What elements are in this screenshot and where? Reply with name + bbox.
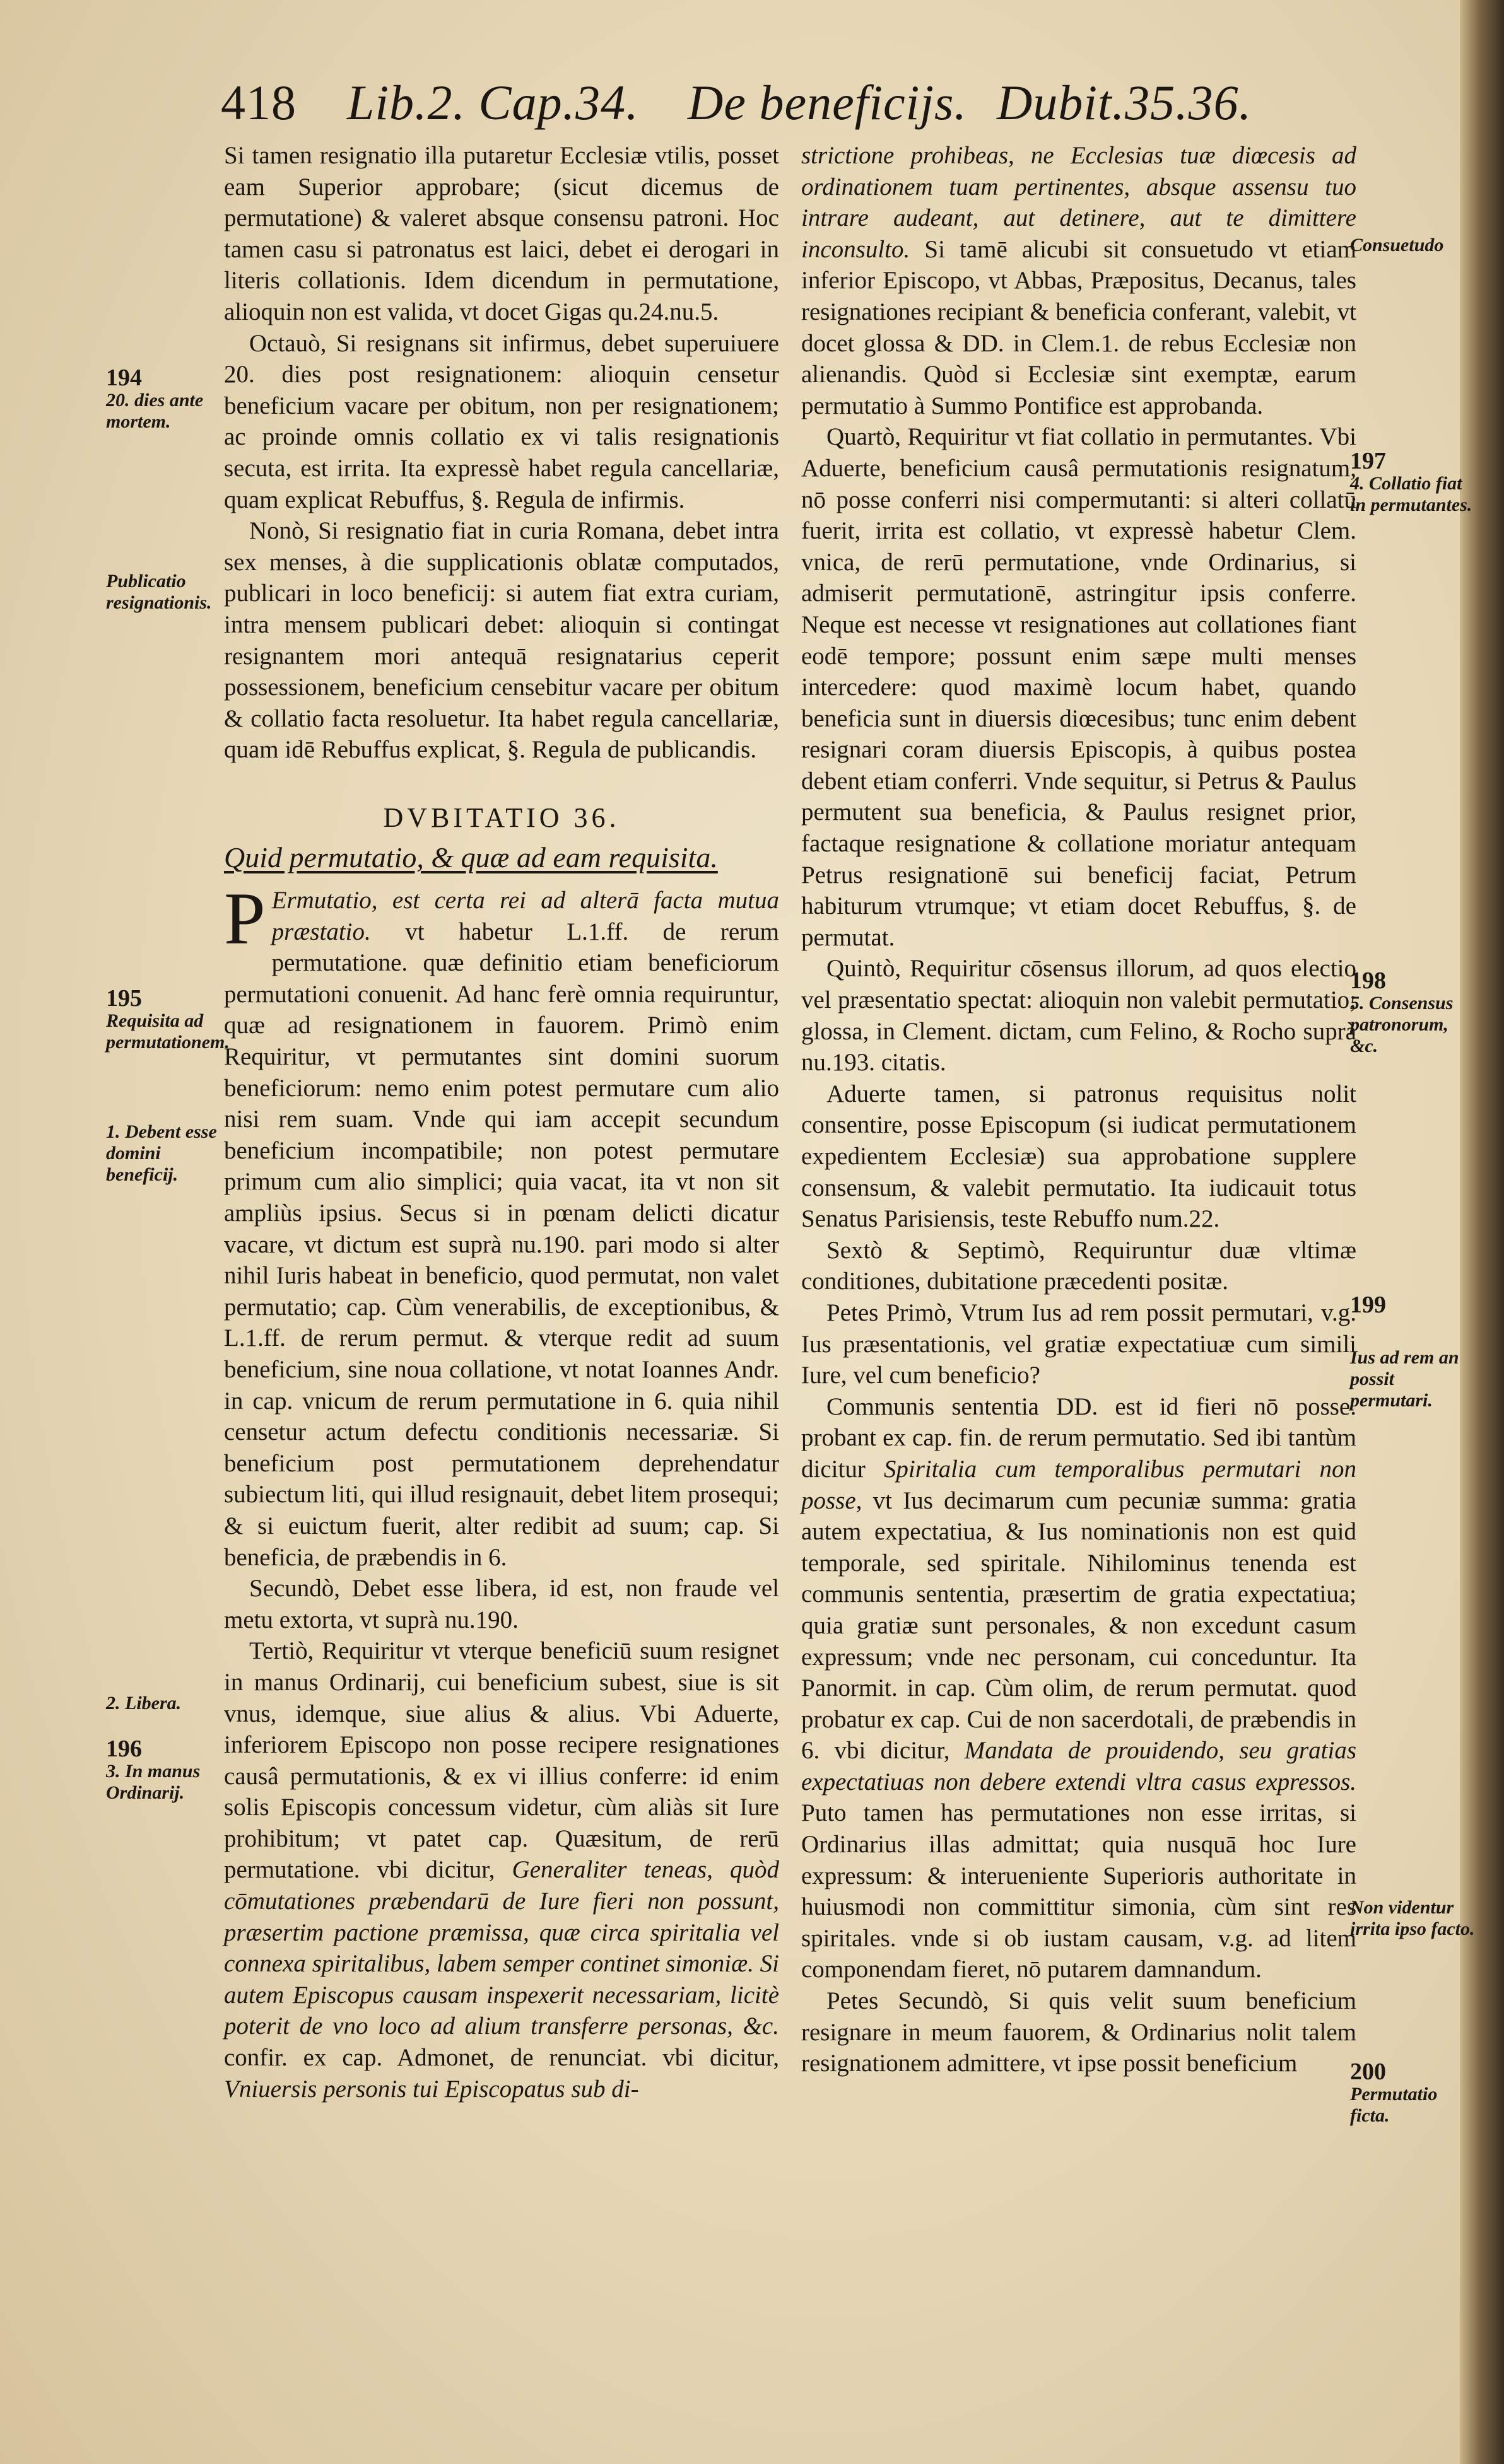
margin-note-consuetudo: Consuetudo bbox=[1350, 235, 1444, 255]
header-subject: De beneficijs. bbox=[688, 75, 967, 130]
drop-cap: P bbox=[224, 877, 266, 960]
margin-note-ius-ad-rem: Ius ad rem an possit permutari. bbox=[1350, 1347, 1459, 1411]
margin-note-199: 199 bbox=[1350, 1292, 1386, 1318]
paragraph: Aduerte tamen, si patronus requisitus nolit consentire, posse Episcopum (si iudicat permutationem expedientem Ecclesiæ) sua approbatione supplere consensum, & valebit permutatio. Ita iudicauit totus Senatus Parisiensis, teste Rebuffo num.22. bbox=[801, 1080, 1356, 1233]
running-header bbox=[221, 74, 1268, 144]
margin-note-194: 194 20. dies ante mortem. bbox=[106, 365, 204, 432]
margin-note-196: 196 3. In manus Ordinarij. bbox=[106, 1736, 201, 1803]
paragraph: Communis sententia DD. est id fieri nō posse. probant ex cap. fin. de rerum permutatio. Sed ibi tantùm dicitur Spiritalia cum temporalibus permutari non posse, vt Ius decimarum cum pecuniæ summa: gratia autem expectatiua, & Ius nominationis non est quid temporale, sed spiritale. Nihilominus tenenda est communis sententia, præsertim de gratia expectatiua; quia gratiæ sunt personales, & non excedunt casum expressum; vnde nec personam, cui conceduntur. Ita Panormit. in cap. Cùm olim, de rerum permutat. quod probatur ex cap. Cui de non sacerdotali, de præbendis in 6. vbi dicitur, Mandata de prouidendo, seu gratias expectatiuas non debere extendi vltra casus expressos. Puto tamen has permutationes non esse irritas, si Ordinarius illas admittat; quia nusquā hoc Iure expressum: & interueniente Superioris authoritate in huiusmodi non committitur simonia, cùm sint res spiritales. vnde si ob iustam causam, v.g. ad litem componendam fieret, nō putarem damnandum. bbox=[801, 1393, 1356, 1983]
margin-note-domini: 1. Debent esse domini beneficij. bbox=[106, 1121, 217, 1185]
header-dubitatio: Dubit.35.36. bbox=[997, 75, 1252, 130]
left-column bbox=[224, 140, 779, 2105]
paragraph: Sextò & Septimò, Requiruntur duæ vltimæ conditiones, dubitatione præcedenti positæ. bbox=[801, 1236, 1356, 1295]
margin-note-197: 197 4. Collatio fiat in permutantes. bbox=[1350, 448, 1472, 515]
paragraph: Quartò, Requiritur vt fiat collatio in permutantes. Vbi Aduerte, beneficium causâ permutationis resignatum, nō posse conferri nisi compermutanti: si alteri collatū fuerit, irrita est collatio, vt expressè habetur Clem. vnica, de rerū permutatione, vnde Ordinarius, si admiserit permutationē, astringitur ipsis conferre. Neque est necesse vt resignationes aut collationes fiant eodē tempore; possunt enim sæpe multi menses intercedere: quod maximè locum habet, quando beneficia sunt in diuersis diœcesibus; tunc enim debent resignari coram diuersis Episcopis, à quibus postea debent etiam conferri. Vnde sequitur, si Petrus & Paulus permutent sua beneficia, & Paulus resignet prior, factaque resignatione & collatione moriatur antequam Petrus resignationē sui beneficij faciat, Petrum habiturum vtrumque; vt etiam docet Rebuffus, §. de permutat. bbox=[801, 423, 1356, 951]
paragraph: strictione prohibeas, ne Ecclesias tuæ diœcesis ad ordinationem tuam pertinentes, absque assensu tuo intrare audeant, aut detinere, aut te dimittere inconsulto. Si tamē alicubi sit consuetudo vt etiam inferior Episcopo, vt Abbas, Præpositus, Decanus, tales resignationes recipiant & beneficia conferant, valebit, vt docet glossa & DD. in Clem.1. de rebus Ecclesiæ non alienandis. Quòd si Ecclesiæ sint exemptæ, earum permutatio à Summo Pontifice est approbanda. bbox=[801, 142, 1356, 419]
paragraph-definition bbox=[224, 877, 779, 1573]
paragraph: Quintò, Requiritur cōsensus illorum, ad quos electio vel præsentatio spectat: alioquin non valebit permutatio; glossa, in Clement. dictam, cum Felino, & Rocho suprà nu.193. citatis. bbox=[801, 955, 1356, 1077]
header-book-chapter: Lib.2. Cap.34. bbox=[347, 75, 639, 130]
margin-note-non-videntur: Non videntur irrita ipso facto. bbox=[1350, 1897, 1475, 1939]
margin-note-195: 195 Requisita ad permutationem. bbox=[106, 985, 230, 1053]
paragraph: Secundò, Debet esse libera, id est, non fraude vel metu extorta, vt suprà nu.190. bbox=[224, 1575, 779, 1633]
paragraph-third: Tertiò, Requiritur vt vterque beneficiū suum resignet in manus Ordinarij, cui beneficium subest, siue is sit vnus, idemque, siue alius & alius. Vbi Aduerte, inferiorem Episcopo non posse recipere resignationes causâ permutationis, & ex vi illius conferre: id enim solis Episcopis concessum videtur, cùm aliàs sit Iure prohibitum; vt patet cap. Quæsitum, de rerū permutatione. vbi dicitur, Generaliter teneas, quòd cōmutationes præbendarū de Iure fieri non possunt, præsertim pactione præmissa, quæ circa spiritalia vel connexa spiritalibus, labem semper continet simoniæ. Si autem Episcopus causam inspexerit necessariam, licitè poterit de vno loco ad alium transferre personas, &c. confir. ex cap. Admonet, de renunciat. vbi dicitur, Vniuersis personis tui Episcopatus sub di- bbox=[224, 1637, 779, 2103]
margin-note-libera: 2. Libera. bbox=[106, 1693, 182, 1714]
section-heading: DVBITATIO 36. bbox=[383, 802, 620, 833]
paragraph: Si tamen resignatio illa putaretur Ecclesiæ vtilis, posset eam Superior approbare; (sicut dicemus de permutatione) & valeret absque consensu patroni. Hoc tamen casu si patronatus est laici, debet ei derogari in literis collationis. Idem dicendum in permutatione, alioquin non est valida, vt docet Gigas qu.24.nu.5. bbox=[224, 142, 779, 325]
definition-italic: Ermutatio, est certa rei ad alterā facta mutua præstatio. bbox=[271, 887, 779, 945]
margin-note-publicatio: Publicatio resignationis. bbox=[106, 571, 212, 613]
paragraph: Petes Secundò, Si quis velit suum beneficium resignare in meum fauorem, & Ordinarius nolit talem resignationem admittere, vt ipse possit beneficium bbox=[801, 1987, 1356, 2077]
definition-text: vt habetur L.1.ff. de rerum permutatione. quæ definitio etiam beneficiorum permutationi conuenit. Ad hanc ferè omnia requiruntur, quæ ad resignationem in fauorem. Primò enim Requiritur, vt permutantes sint domini suorum beneficiorum: nemo enim potest permutare cum alio nisi rem suam. Vnde qui iam accepit secundum beneficium incompatibile; non potest permutare primum cum alio simplici; quia vacat, ita vt non sit ampliùs ipsius. Secus si in pœnam delicti dicatur vacare, vt dictum est suprà nu.190. pari modo si alter nihil Iuris habeat in beneficio, quod permutat, non valet permutatio; cap. Cùm venerabilis, de exceptionibus, & L.1.ff. de rerum permut. & vterque redit ad suum beneficium, sine noua collatione, vt notat Ioannes Andr. in cap. vnicum de rerum permutatione in 6. quia nihil censetur actum defectu conditionis necessariæ. Si beneficium post permutationem deprehendatur subiectum liti, qui illud resignauit, debet litem prosequi; & si euictum fuerit, alter redibit ad suum; cap. Si beneficia, de præbendis in 6. bbox=[224, 918, 779, 1571]
margin-note-200: 200 Permutatio ficta. bbox=[1350, 2058, 1438, 2126]
paragraph: Octauò, Si resignans sit infirmus, debet superuiuere 20. dies post resignationem: alioquin censetur beneficium vacare per obitum, non per resignationem; ac proinde omnis collatio ex vi talis resignationis secuta, est irrita. Ita expressè habet regula cancellariæ, quam explicat Rebuffus, §. Regula de infirmis. bbox=[224, 329, 779, 513]
section-question: Quid permutatio, & quæ ad eam requisita. bbox=[224, 841, 718, 874]
page-number: 418 bbox=[221, 75, 297, 130]
paragraph: Petes Primò, Vtrum Ius ad rem possit permutari, v.g. Ius præsentationis, vel gratiæ expectatiuæ cum simili Iure, vel cum beneficio? bbox=[801, 1299, 1356, 1389]
paragraph: Nonò, Si resignatio fiat in curia Romana, debet intra sex menses, à die supplicationis oblatæ computados, publicari in loco beneficij: si autem fiat extra curiam, intra mensem publicari debet: alioquin si contingat resignantem mori antequā resignatarius ceperit possessionem, beneficium censebitur vacare per obitum & collatio facta resoluetur. Ita habet regula cancellariæ, quam idē Rebuffus explicat, §. Regula de publicandis. bbox=[224, 517, 779, 764]
right-column bbox=[801, 140, 1356, 2079]
margin-note-198: 198 5. Consensus patronorum, &c. bbox=[1350, 967, 1454, 1056]
